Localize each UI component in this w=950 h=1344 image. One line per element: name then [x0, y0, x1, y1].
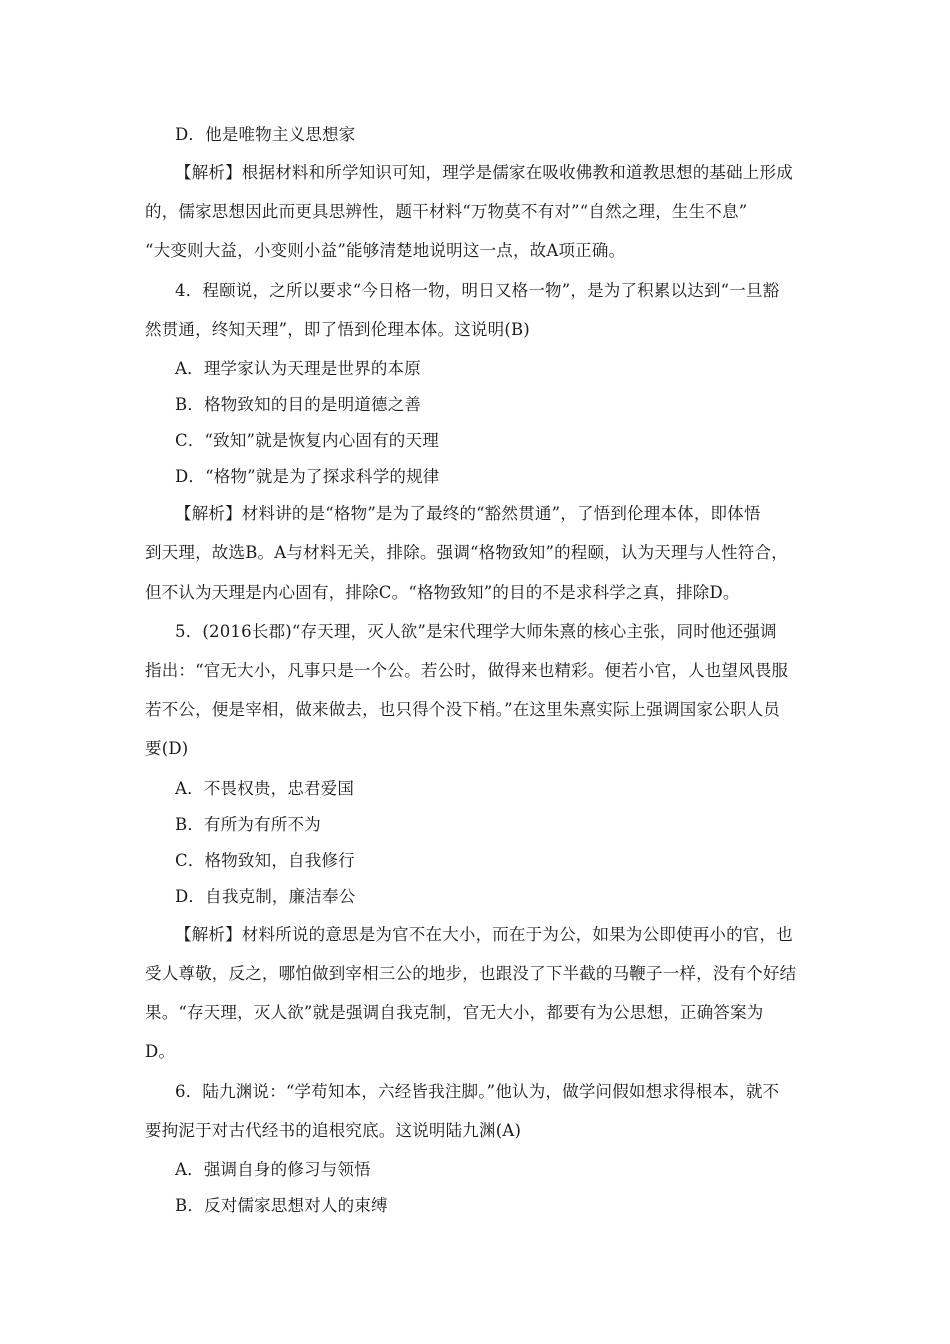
option-a: A．理学家认为天理是世界的本原 — [175, 359, 421, 378]
question-5: 5．(2016长郡)“存天理，灭人欲”是宋代理学大师朱熹的核心主张，同时他还强调 — [175, 622, 777, 641]
option-b: B．反对儒家思想对人的束缚 — [175, 1196, 388, 1215]
analysis-line: 受人尊敬，反之，哪怕做到宰相三公的地步，也跟没了下半截的马鞭子一样，没有个好结 — [145, 964, 797, 983]
option-b: B．格物致知的目的是明道德之善 — [175, 395, 422, 414]
analysis-line: “大变则大益，小变则小益”能够清楚地说明这一点，故A项正确。 — [145, 241, 626, 260]
option-d: D．“格物”就是为了探求科学的规律 — [175, 467, 440, 486]
question-4: 4．程颐说，之所以要求“今日格一物，明日又格一物”，是为了积累以达到“一旦豁 — [175, 281, 780, 300]
analysis-line: 的，儒家思想因此而更具思辨性，题干材料“万物莫不有对”“自然之理，生生不息” — [145, 202, 748, 221]
question-6: 6．陆九渊说：“学苟知本，六经皆我注脚。”他认为，做学问假如想求得根本，就不 — [175, 1082, 780, 1101]
option-c: C．“致知”就是恢复内心固有的天理 — [175, 431, 439, 450]
option-a: A．不畏权贵，忠君爱国 — [175, 779, 355, 798]
question-4-cont: 然贯通，终知天理”，即了悟到伦理本体。这说明(B) — [145, 320, 530, 339]
analysis-line: 到天理，故选B。A与材料无关，排除。强调“格物致知”的程颐，认为天理与人性符合， — [145, 543, 788, 562]
option-d: D．自我克制，廉洁奉公 — [175, 887, 356, 906]
analysis-line: 【解析】材料所说的意思是为官不在大小，而在于为公，如果为公即使再小的官，也 — [175, 925, 793, 944]
analysis-line: 果。“存天理，灭人欲”就是强调自我克制，官无大小，都要有为公思想，正确答案为 — [145, 1003, 764, 1022]
question-6-cont: 要拘泥于对古代经书的追根究底。这说明陆九渊(A) — [145, 1121, 522, 1140]
analysis-line: 但不认为天理是内心固有，排除C。“格物致知”的目的不是求科学之真，排除D。 — [145, 583, 740, 602]
option-c: C．格物致知，自我修行 — [175, 851, 355, 870]
question-5-cont: 要(D) — [145, 739, 189, 758]
analysis-line: D。 — [145, 1042, 176, 1061]
question-5-cont: 若不公，便是宰相，做来做去，也只得个没下梢。”在这里朱熹实际上强调国家公职人员 — [145, 700, 780, 719]
question-5-cont: 指出：“官无大小，凡事只是一个公。若公时，做得来也精彩。便若小官，人也望风畏服 — [145, 661, 789, 680]
option-b: B．有所为有所不为 — [175, 815, 321, 834]
analysis-line: 【解析】根据材料和所学知识可知，理学是儒家在吸收佛教和道教思想的基础上形成 — [175, 163, 793, 182]
option-a: A．强调自身的修习与领悟 — [175, 1160, 371, 1179]
option-d: D．他是唯物主义思想家 — [175, 125, 356, 144]
analysis-line: 【解析】材料讲的是“格物”是为了最终的“豁然贯通”，了悟到伦理本体，即体悟 — [175, 504, 761, 523]
